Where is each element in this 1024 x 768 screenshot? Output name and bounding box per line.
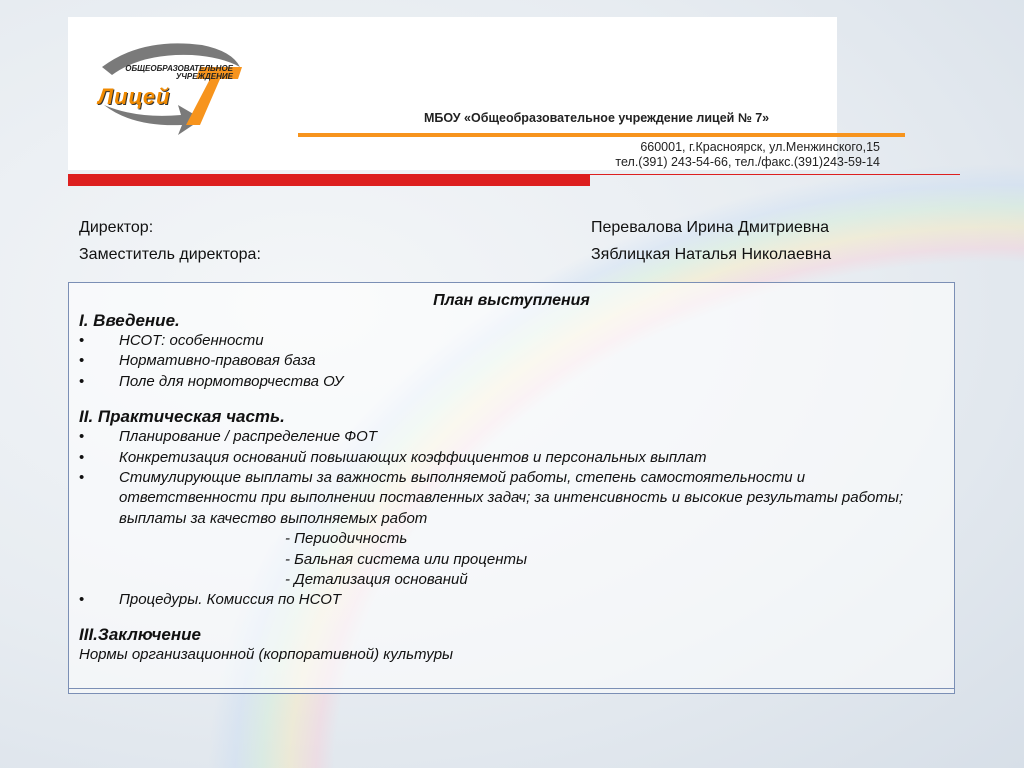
list-item: • Процедуры. Комиссия по НСОТ xyxy=(79,590,944,610)
plan-content xyxy=(79,291,944,665)
bullet-icon: • xyxy=(79,469,85,487)
sub-item: - Бальная система или проценты xyxy=(285,550,527,568)
list-item: • Стимулирующие выплаты за важность выполняемой работы, степень самостоятельности и ответственности при выполнении поставленных задач; за интенсивность и высокие результаты работы; выплаты за качество выполняемых работ xyxy=(79,469,904,527)
section-heading: III.Заключение xyxy=(79,624,201,644)
list-item: • НСОТ: особенности xyxy=(79,331,944,351)
plan-box xyxy=(68,282,955,694)
plan-title: План выступления xyxy=(433,292,590,309)
lyceum-logo xyxy=(82,27,242,137)
bullet-icon: • xyxy=(79,352,85,370)
staff-role-director: Директор: xyxy=(79,219,154,236)
logo-swoosh-icon xyxy=(82,27,242,137)
logo-name: Лицей xyxy=(98,84,171,109)
header-orange-line xyxy=(298,133,905,137)
organization-name: МБОУ «Общеобразовательное учреждение лицей № 7» xyxy=(424,111,770,125)
bullet-icon: • xyxy=(79,448,85,466)
staff-name-deputy: Зяблицкая Наталья Николаевна xyxy=(591,246,832,263)
bullet-icon: • xyxy=(79,372,85,390)
conclusion-text: Нормы организационной (корпоративной) культуры xyxy=(79,645,454,663)
bullet-icon: • xyxy=(79,428,85,446)
staff-name-director: Перевалова Ирина Дмитриевна xyxy=(591,219,830,236)
contact-block xyxy=(448,140,880,170)
section-heading: I. Введение. xyxy=(79,311,180,330)
sub-item: - Детализация оснований xyxy=(285,571,468,589)
red-divider-line xyxy=(590,174,960,175)
address: 660001, г.Красноярск, ул.Менжинского,15 xyxy=(640,140,880,154)
staff-role-deputy: Заместитель директора: xyxy=(79,246,261,263)
list-item: • Планирование / распределение ФОТ xyxy=(79,427,944,447)
section-heading: II. Практическая часть. xyxy=(79,407,285,427)
phones: тел.(391) 243-54-66, тел./факс.(391)243-59-14 xyxy=(615,155,880,169)
letterhead xyxy=(68,17,880,170)
list-item: • Нормативно-правовая база xyxy=(79,351,944,371)
bullet-icon: • xyxy=(79,591,85,609)
logo-caption: ОБЩЕОБРАЗОВАТЕЛЬНОЕ УЧРЕЖДЕНИЕ xyxy=(125,64,233,81)
bullet-icon: • xyxy=(79,332,85,349)
red-divider-bar xyxy=(68,174,590,186)
sub-item: - Периодичность xyxy=(285,530,408,548)
list-item: • Конкретизация оснований повышающих коэффициентов и персональных выплат xyxy=(79,448,944,468)
list-item: • Поле для нормотворчества ОУ xyxy=(79,372,944,392)
